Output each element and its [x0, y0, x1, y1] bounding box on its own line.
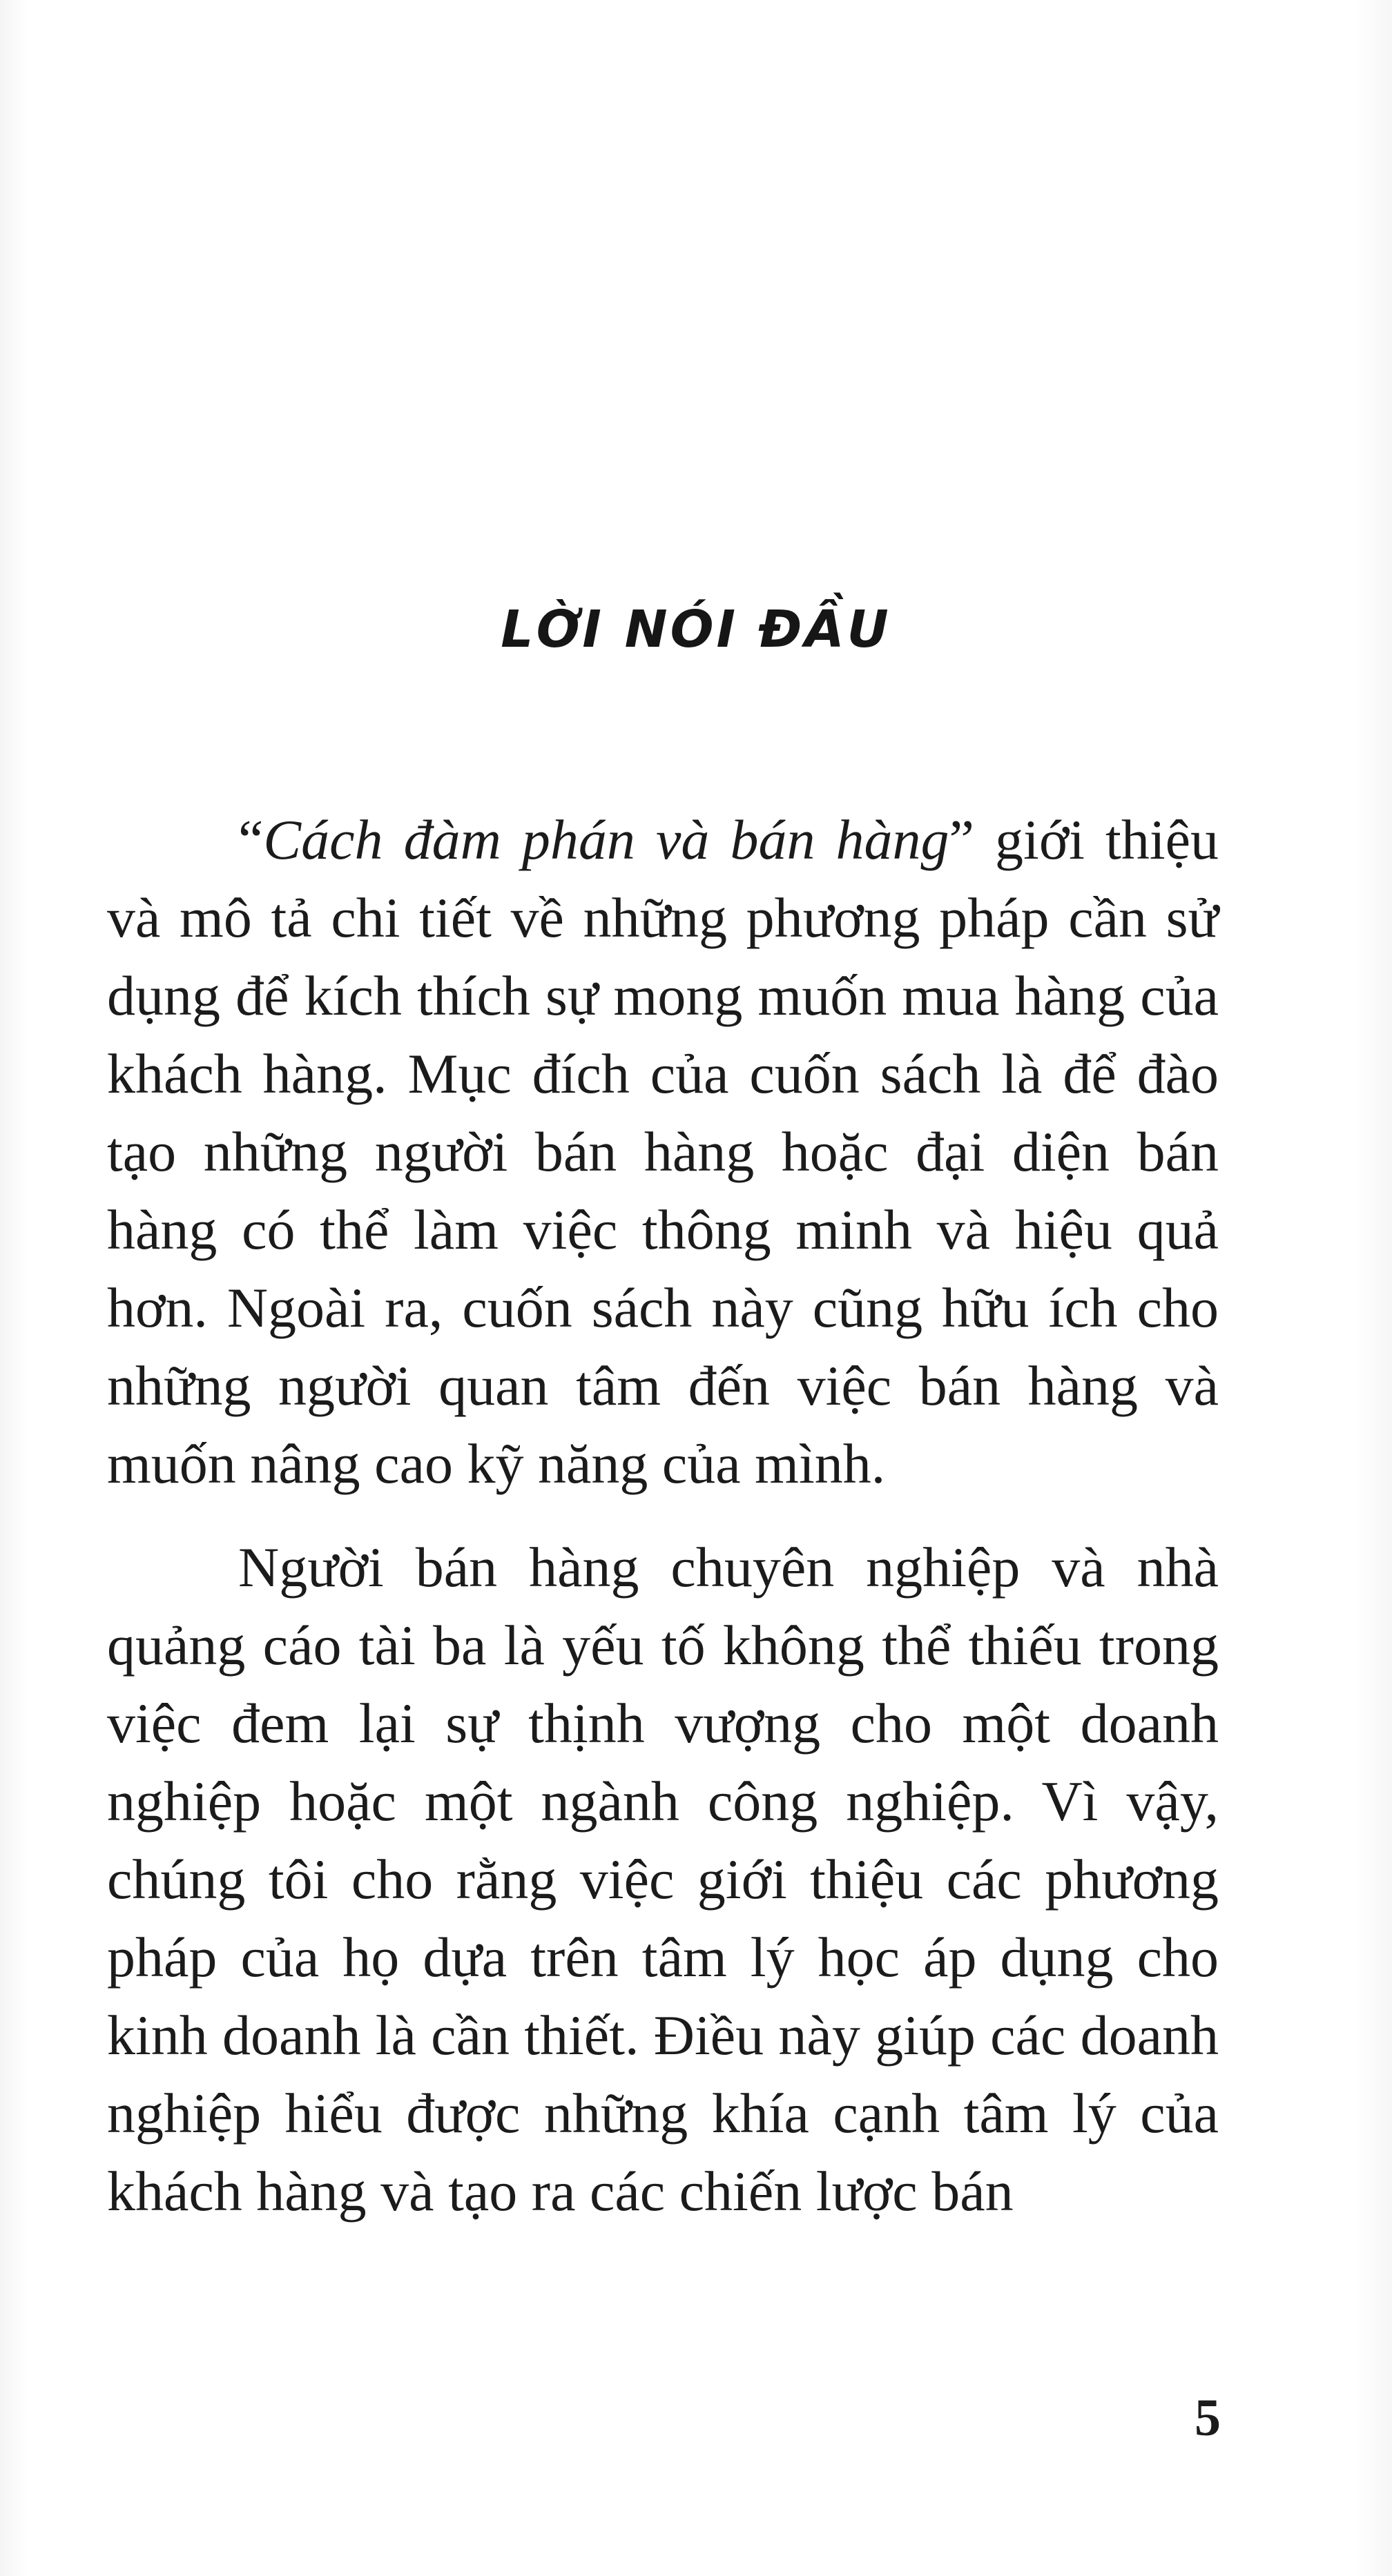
open-quote: “	[238, 808, 264, 871]
close-quote: ”	[949, 808, 974, 871]
paragraph-2-text: Người bán hàng chuyên nghiệp và nhà quảng cáo tài ba là yếu tố không thể thiếu trong việc đem lại sự thịnh vượng cho một doanh nghiệp hoặc một ngành công nghiệp. Vì vậy, chúng tôi cho rằng việc giới thiệu các phương pháp của họ dựa trên tâm lý học áp dụng cho kinh doanh là cần thiết. Điều này giúp các doanh nghiệp hiểu được những khía cạnh tâm lý của khách hàng và tạo ra các chiến lược bán	[107, 1536, 1219, 2223]
paragraph-2	[107, 1528, 1219, 2230]
page-number: 5	[1195, 2389, 1221, 2447]
paragraph-1	[107, 801, 1219, 1503]
paragraph-1-text: giới thiệu và mô tả chi tiết về những phương pháp cần sử dụng để kích thích sự mong muốn mua hàng của khách hàng. Mục đích của cuốn sách là để đào tạo những người bán hàng hoặc đại diện bán hàng có thể làm việc thông minh và hiệu quả hơn. Ngoài ra, cuốn sách này cũng hữu ích cho những người quan tâm đến việc bán hàng và muốn nâng cao kỹ năng của mình.	[107, 808, 1219, 1495]
book-title: Cách đàm phán và bán hàng	[263, 808, 949, 871]
body-text	[107, 801, 1219, 2230]
chapter-heading: LỜI NÓI ĐẦU	[501, 600, 891, 659]
